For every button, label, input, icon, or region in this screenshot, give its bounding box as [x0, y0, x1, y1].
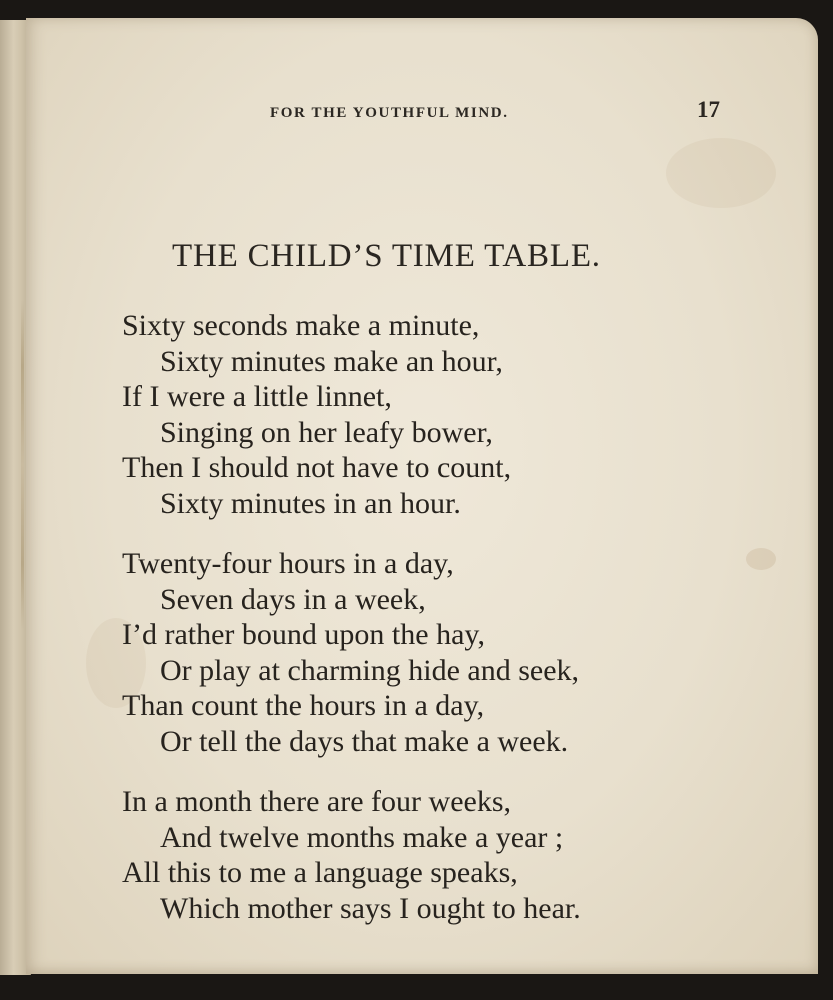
poem-line: Sixty minutes in an hour. — [160, 486, 461, 520]
poem-line: Then I should not have to count, — [122, 451, 512, 484]
poem-line: If I were a little linnet, — [122, 380, 392, 413]
running-head: FOR THE YOUTHFUL MIND. — [270, 105, 509, 121]
poem-line: Twenty-four hours in a day, — [122, 547, 454, 580]
binding-thread — [21, 300, 24, 630]
stanza-3 — [122, 784, 722, 926]
poem-line: And twelve months make a year ; — [160, 820, 564, 854]
paper-stain — [746, 548, 776, 570]
page-number: 17 — [697, 97, 720, 122]
poem-line: Which mother says I ought to hear. — [160, 891, 581, 925]
poem-line: Seven days in a week, — [160, 582, 426, 616]
poem-line: I’d rather bound upon the hay, — [122, 618, 485, 651]
stanza-1 — [122, 308, 722, 521]
poem-line: Or play at charming hide and seek, — [160, 653, 580, 687]
stanza-2 — [122, 546, 722, 759]
poem-line: In a month there are four weeks, — [122, 785, 512, 818]
poem-line: Singing on her leafy bower, — [160, 415, 493, 449]
poem-title: THE CHILD’S TIME TABLE. — [172, 238, 601, 274]
poem-line: Than count the hours in a day, — [122, 689, 485, 722]
poem-line: Sixty seconds make a minute, — [122, 309, 480, 342]
paper-stain — [666, 138, 776, 208]
poem-line: Sixty minutes make an hour, — [160, 344, 503, 378]
poem-body — [122, 308, 722, 926]
poem-line: Or tell the days that make a week. — [160, 724, 569, 758]
poem-line: All this to me a language speaks, — [122, 856, 518, 889]
